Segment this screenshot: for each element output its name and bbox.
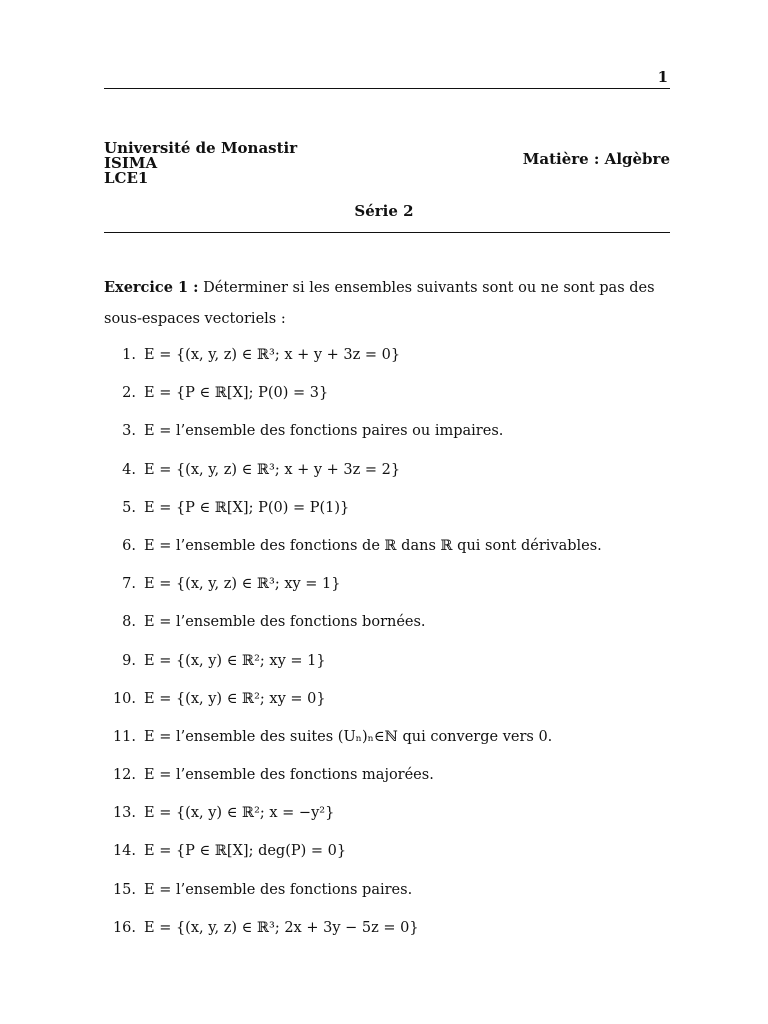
item-text: E = l’ensemble des suites (Uₙ)ₙ∈ℕ qui converge vers 0.	[144, 728, 553, 745]
item-number: 12.	[112, 767, 136, 784]
item-text: E = {(x, y) ∈ ℝ²; xy = 1}	[144, 652, 326, 669]
top-rule	[104, 88, 670, 89]
item-number: 4.	[122, 461, 136, 478]
exercise-item	[104, 836, 670, 874]
bottom-rule	[104, 232, 670, 233]
item-text: E = {(x, y) ∈ ℝ²; xy = 0}	[144, 690, 326, 707]
item-text: E = l’ensemble des fonctions majorées.	[144, 767, 434, 784]
item-number: 9.	[122, 652, 136, 669]
subject-label: Matière : Algèbre	[522, 150, 670, 168]
item-number: 6.	[122, 537, 136, 554]
item-number: 10.	[112, 690, 136, 707]
header-left	[104, 141, 297, 186]
item-text: E = {(x, y, z) ∈ ℝ³; x + y + 3z = 0}	[144, 347, 401, 363]
item-number: 14.	[112, 843, 136, 860]
university-name: Université de Monastir	[104, 139, 298, 157]
exercise-item	[104, 798, 670, 836]
item-text: E = {P ∈ ℝ[X]; P(0) = P(1)}	[144, 499, 350, 516]
item-text: E = {P ∈ ℝ[X]; deg(P) = 0}	[144, 843, 347, 860]
item-number: 11.	[112, 728, 136, 745]
item-number: 16.	[112, 919, 136, 936]
item-text: E = l’ensemble des fonctions bornées.	[144, 614, 426, 631]
item-number: 7.	[122, 576, 136, 593]
exercise-items-list	[104, 340, 670, 951]
item-number: 15.	[112, 881, 136, 898]
item-text: E = l’ensemble des fonctions de ℝ dans ℝ qui sont dérivables.	[144, 537, 602, 554]
exercise-item	[104, 722, 670, 760]
item-text: E = {(x, y) ∈ ℝ²; x = −y²}	[144, 805, 335, 822]
exercise-item	[104, 646, 670, 684]
item-text: E = {P ∈ ℝ[X]; P(0) = 3}	[144, 385, 329, 402]
class-name: LCE1	[104, 169, 149, 187]
exercise-item	[104, 913, 670, 951]
exercise-instruction: Déterminer si les ensembles suivants sont ou ne sont pas des sous-espaces vectoriels :	[104, 280, 655, 327]
exercise-item	[104, 340, 670, 378]
exercise-item	[104, 455, 670, 493]
series-title: Série 2	[354, 202, 414, 220]
item-text: E = l’ensemble des fonctions paires.	[144, 881, 413, 898]
page-number: 1	[657, 68, 668, 86]
exercise-item	[104, 493, 670, 531]
exercise-item	[104, 875, 670, 913]
exercise-item	[104, 569, 670, 607]
item-number: 1.	[122, 347, 136, 363]
item-number: 2.	[122, 385, 136, 402]
exercise-label: Exercice 1 :	[104, 279, 199, 296]
item-text: E = {(x, y, z) ∈ ℝ³; x + y + 3z = 2}	[144, 461, 401, 478]
exercise-item	[104, 684, 670, 722]
item-number: 3.	[122, 423, 136, 440]
item-text: E = {(x, y, z) ∈ ℝ³; xy = 1}	[144, 576, 341, 593]
exercise-item	[104, 760, 670, 798]
exercise-item	[104, 531, 670, 569]
exercise-item	[104, 378, 670, 416]
institute-name: ISIMA	[104, 154, 158, 172]
item-text: E = {(x, y, z) ∈ ℝ³; 2x + 3y − 5z = 0}	[144, 919, 419, 936]
exercise-item	[104, 607, 670, 645]
item-number: 8.	[122, 614, 136, 631]
item-number: 5.	[122, 499, 136, 516]
exercise-item	[104, 416, 670, 454]
item-number: 13.	[112, 805, 136, 822]
exercise-intro	[104, 272, 670, 335]
item-text: E = l’ensemble des fonctions paires ou impaires.	[144, 423, 504, 440]
